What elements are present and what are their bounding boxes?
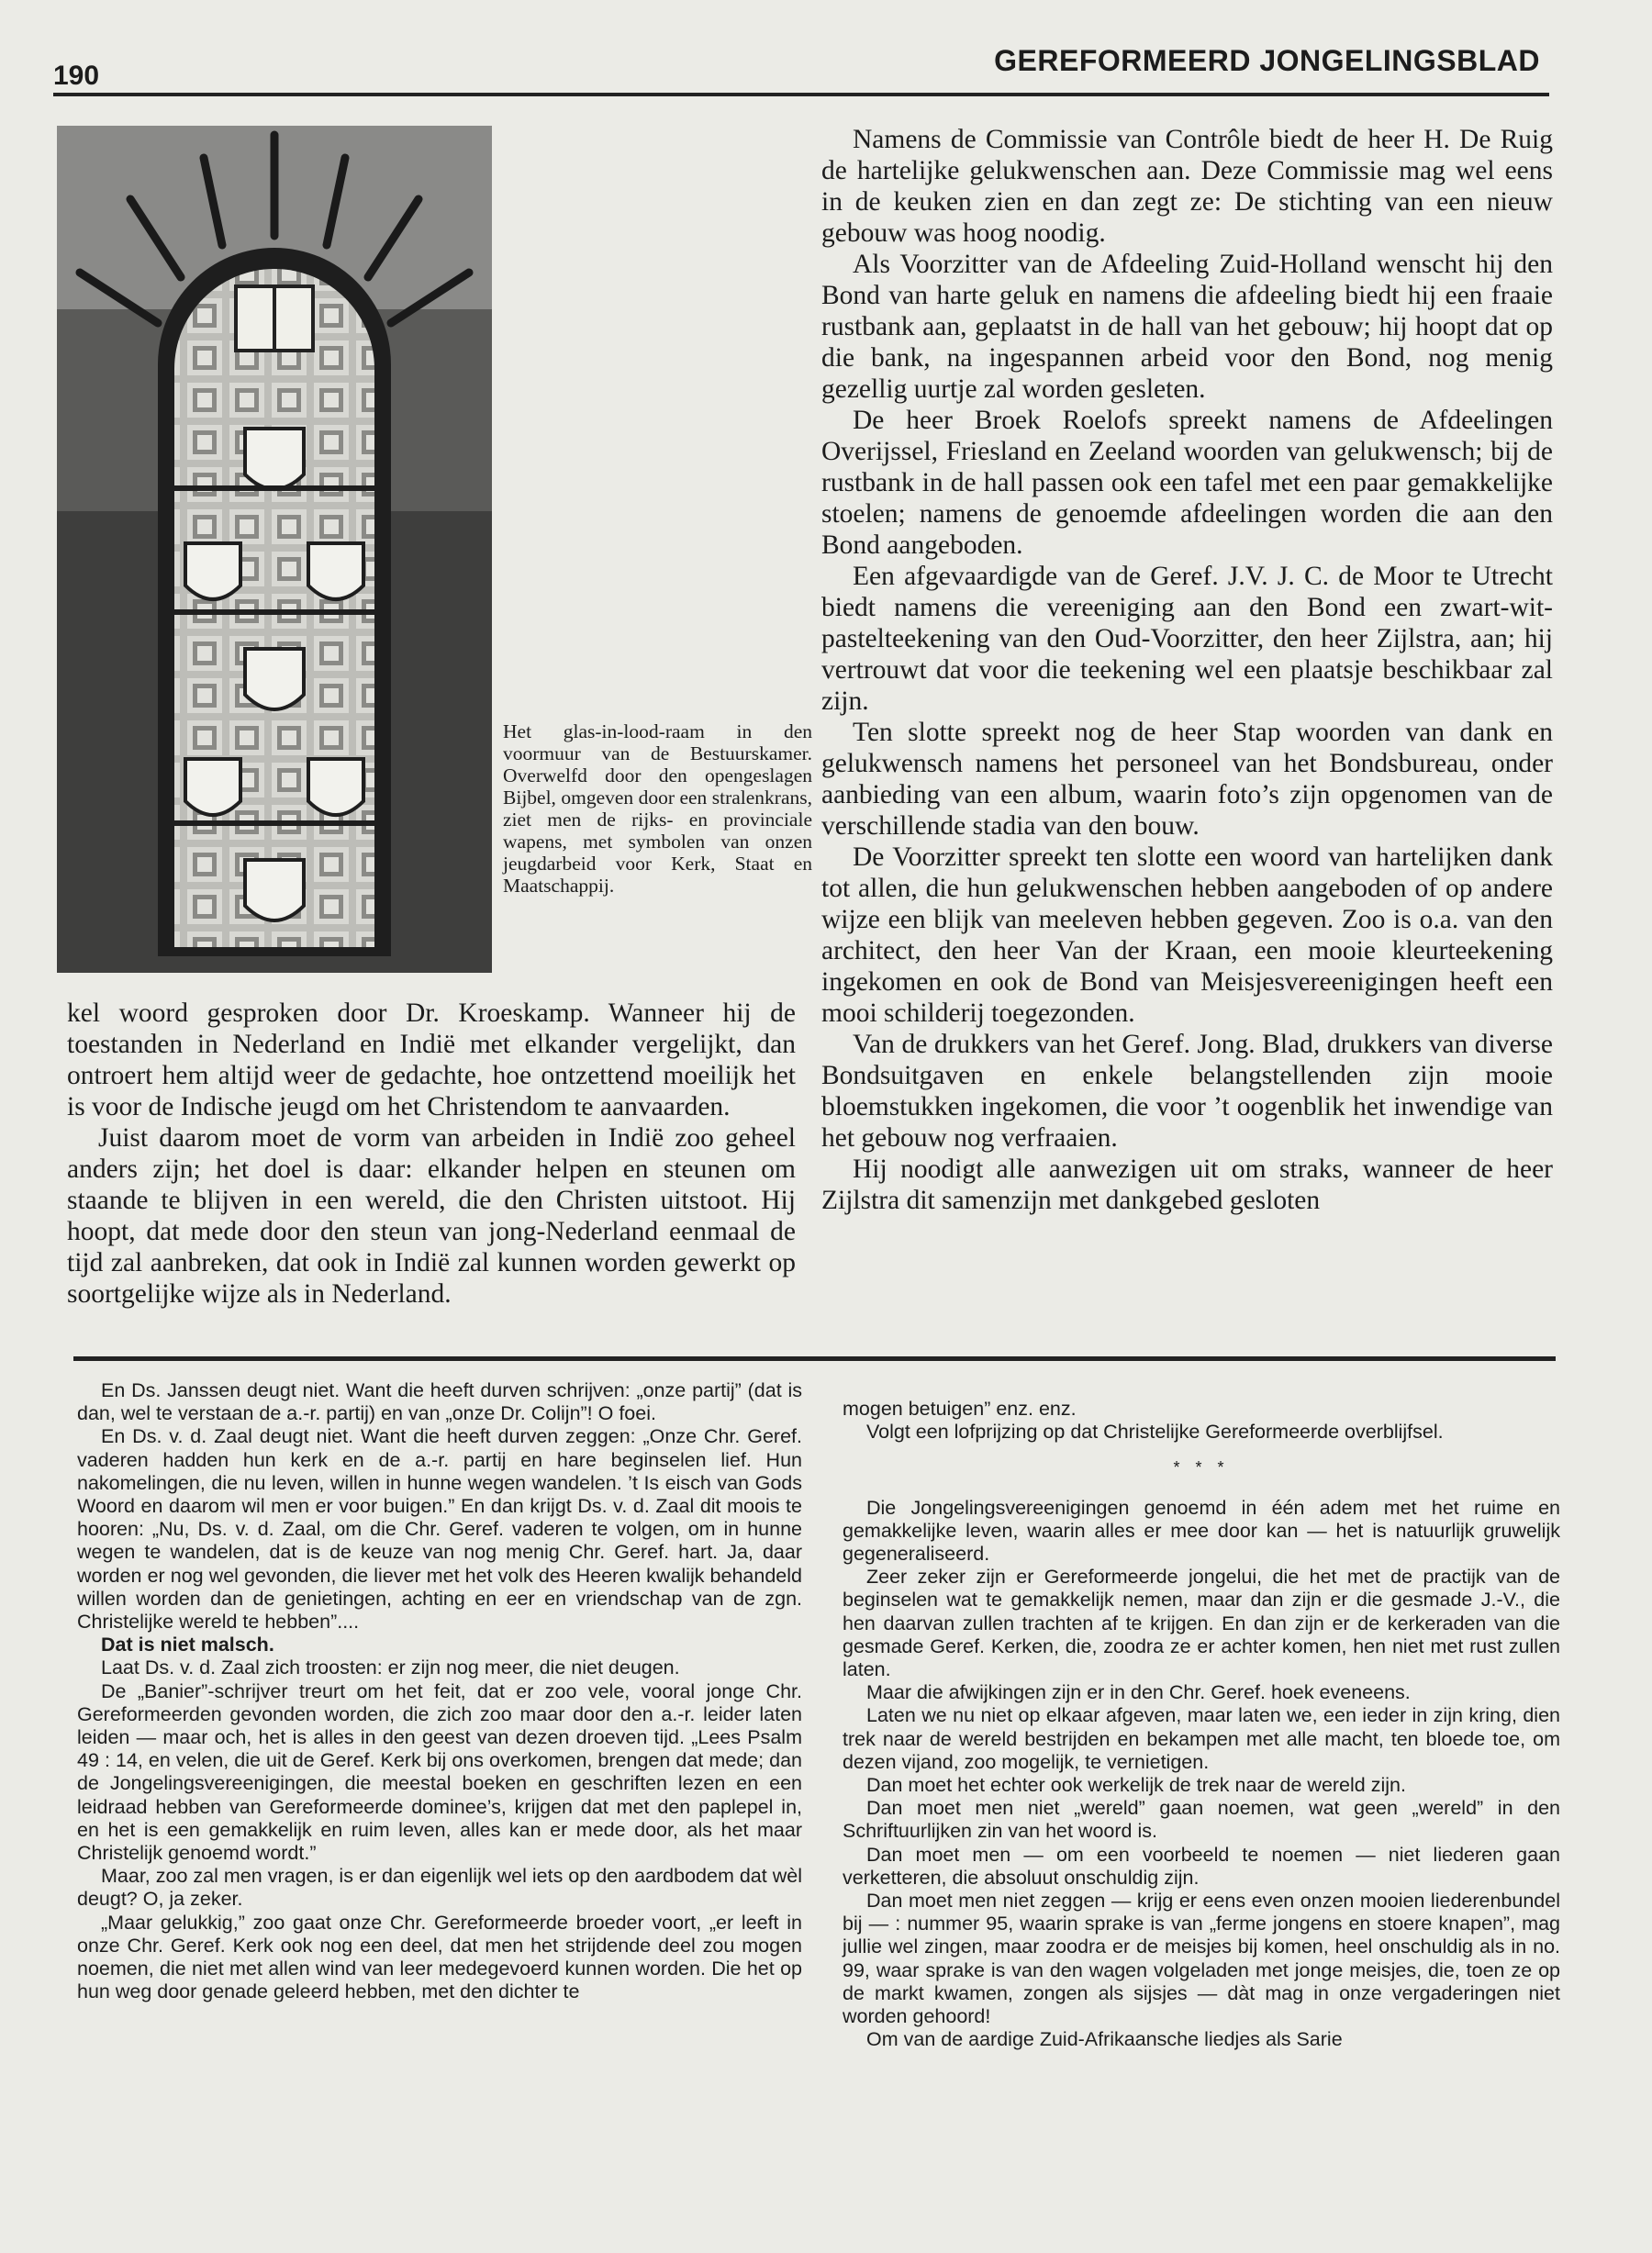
- paragraph: Dat is niet malsch.: [101, 1634, 274, 1656]
- paragraph: kel woord gesproken door Dr. Kroeskamp. Wanneer hij de toestanden in Nederland en Indië met elkander vergelijkt, dan ontroert hem altijd weer de gedachte, hoe ontzettend moeilijk het is voor de Indische jeugd om het Christendom te aanvaarden.: [67, 998, 796, 1121]
- section-divider: [73, 1356, 1556, 1361]
- paragraph: Laat Ds. v. d. Zaal zich troosten: er zijn nog meer, die niet deugen.: [101, 1656, 680, 1679]
- header-rule: [53, 93, 1549, 96]
- paragraph: Dan moet men niet „wereld” gaan noemen, wat geen „wereld” in den Schriftuurlijken zin van het woord is.: [843, 1797, 1560, 1843]
- paragraph: mogen betuigen” enz. enz.: [843, 1398, 1077, 1420]
- page-number: 190: [53, 61, 100, 91]
- paragraph: Juist daarom moet de vorm van arbeiden in Indië zoo geheel anders zijn; het doel is daar: elkander helpen en steunen om staande te blijven in een wereld, die den Christen uitstoot. Hij hoopt, dat mede door den steun van jong-Nederland eenmaal de tijd zal aanbreken, dat ook in Indië zal kunnen worden gewerkt op soortgelijke wijze als in Nederland.: [67, 1123, 796, 1309]
- upper-right-column: [821, 124, 1553, 1216]
- paragraph: En Ds. v. d. Zaal deugt niet. Want die heeft durven zeggen: „Onze Chr. Geref. vaderen hadden hun kerk en de a.-r. partij en hare beginselen lief. Hun nakomelingen, die nu leven, willen in hunne wegen wandelen. ’t Is eisch van Gods Woord en daarom wil men er voor buigen.” En dan krijgt Ds. v. d. Zaal dit moois te hooren: „Nu, Ds. v. d. Zaal, om die Chr. Geref. vaderen te volgen, om in hunne wegen te wandelen, dat is de keuze van nog menig Chr. Geref. hart. Ja, daar worden er nog wel gevonden, die liever met het volk des Heeren kwalijk behandeld willen worden dan de genietingen, achting en eer en vriendschap van de zgn. Christelijke wereld te hebben”....: [77, 1425, 802, 1634]
- section-separator: * * *: [1173, 1458, 1230, 1478]
- paragraph: Namens de Commissie van Contrôle biedt de heer H. De Ruig de hartelijke gelukwenschen aan. Deze Commissie mag wel eens in de keuken zien en dan zegt ze: De stichting van een nieuw gebouw was hoog noodig.: [821, 125, 1553, 248]
- paragraph: Om van de aardige Zuid-Afrikaansche liedjes als Sarie: [866, 2028, 1343, 2051]
- paragraph: Ten slotte spreekt nog de heer Stap woorden van dank en gelukwensch namens het personeel van het Bondsbureau, onder aanbieding van een album, waarin foto’s zijn opgenomen van de verschillende stadia van den bouw.: [821, 718, 1553, 841]
- paragraph: Zeer zeker zijn er Gereformeerde jongelui, die het met de practijk van de beginselen wat te gemakkelijk nemen, maar dan zijn er die gesmade J.-V., die hen daarvan zullen trachten af te krijgen. En dan zijn er de kerkeraden van die gesmade Geref. Kerken, die, zoodra ze er achter komen, hen niet met rust zullen laten.: [843, 1566, 1560, 1681]
- paragraph: Die Jongelingsvereenigingen genoemd in één adem met het ruime en gemakkelijke leven, waarin alles er mee door kan — het is natuurlijk gruwelijk gegeneraliseerd.: [843, 1496, 1560, 1566]
- lower-left-column: [77, 1379, 802, 2003]
- paragraph: Een afgevaardigde van de Geref. J.V. J. C. de Moor te Utrecht biedt namens die vereeniging aan den Bond een zwart-wit-pastelteekening van den Oud-Voorzitter, den heer Zijlstra, aan; hij vertrouwt dat voor die teekening wel een plaatsje beschikbaar zal zijn.: [821, 562, 1553, 716]
- paragraph: Hij noodigt alle aanwezigen uit om straks, wanneer de heer Zijlstra dit samenzijn met dankgebed gesloten: [821, 1154, 1553, 1215]
- paragraph: En Ds. Janssen deugt niet. Want die heeft durven schrijven: „onze partij” (dat is dan, wel te verstaan de a.-r. partij) en van „onze Dr. Colijn”! O foei.: [77, 1379, 802, 1425]
- paragraph: Dan moet men — om een voorbeeld te noemen — niet liederen gaan verketteren, die absoluut onschuldig zijn.: [843, 1843, 1560, 1889]
- paragraph: „Maar gelukkig,” zoo gaat onze Chr. Gereformeerde broeder voort, „er leeft in onze Chr. Geref. Kerk ook nog een deel, dat men het strijdende deel zou mogen noemen, die niet met allen wind van leer medegevoerd kunnen worden. Die het op hun weg door genade geleerd hebben, met den dichter te: [77, 1911, 802, 2003]
- stained-glass-window-photo: [57, 126, 492, 973]
- paragraph: De „Banier”-schrijver treurt om het feit, dat er zoo vele, vooral jonge Chr. Gereformeerden gevonden worden, die zich zoo maar door den a.-r. leider laten leiden — maar och, het is alles in den geest van dezen droeven tijd. „Lees Psalm 49 : 14, en velen, die uit de Geref. Kerk bij ons overkomen, brengen dat mede; dan de Jongelingsvereenigingen, die meestal boeken en geschriften lezen en een leidraad hebben van Gereformeerde dominee’s, krijgen dat met den paplepel in, en het is een gemakkelijk en ruim leven, alles kan er mede door, als het maar Christelijk genoemd wordt.”: [77, 1679, 802, 1865]
- paragraph: De Voorzitter spreekt ten slotte een woord van hartelijken dank tot allen, die hun gelukwenschen hebben aangeboden of op andere wijze een blijk van meeleven hebben gegeven. Zoo is o.a. van den architect, den heer Van der Kraan, een mooie kleurteekening ingekomen en ook de Bond van Meisjesvereenigingen heeft een mooi schilderij toegezonden.: [821, 842, 1553, 1028]
- paragraph: Laten we nu niet op elkaar afgeven, maar laten we, een ieder in zijn kring, dien trek naar de wereld bestrijden en bekampen met alle macht, ten bloede toe, om dezen vijand, zoo mogelijk, te vernietigen.: [843, 1704, 1560, 1773]
- paragraph: Als Voorzitter van de Afdeeling Zuid-Holland wenscht hij den Bond van harte geluk en namens die afdeeling biedt hij een fraaie rustbank aan, geplaatst in de hall van het gebouw; hij hoopt dat op die bank, na ingespannen arbeid voor den Bond, nog menig gezellig uurtje zal worden gesleten.: [821, 250, 1553, 404]
- paragraph: De heer Broek Roelofs spreekt namens de Afdeelingen Overijssel, Friesland en Zeeland woorden van gelukwensch; bij de rustbank in de hall passen ook een tafel met een paar gemakkelijke stoelen; namens de genoemde afdeelingen worden die aan den Bond aangeboden.: [821, 406, 1553, 560]
- paragraph: Van de drukkers van het Geref. Jong. Blad, drukkers van diverse Bondsuitgaven en enkele belangstellenden zijn mooie bloemstukken ingekomen, die voor ’t oogenblik het inwendige van het gebouw nog verfraaien.: [821, 1030, 1553, 1153]
- running-head: GEREFORMEERD JONGELINGSBLAD: [994, 44, 1540, 77]
- paragraph: Dan moet men niet zeggen — krijg er eens even onzen mooien liederenbundel bij — : nummer 95, waarin sprake is van „ferme jongens en stoere knapen”, mag jullie wel zingen, maar zoodra er de meisjes bij komen, heel onschuldig als in no. 99, waar sprake is van den wagen volgeladen met jonge meisjes, die, toen ze op de markt kwamen, zongen als sijsjes — dàt mag in onze vergaderingen niet worden gehoord!: [843, 1890, 1560, 2028]
- paragraph: Volgt een lofprijzing op dat Christelijke Gereformeerde overblijfsel.: [866, 1421, 1444, 1444]
- paragraph: Maar die afwijkingen zijn er in den Chr. Geref. hoek eveneens.: [866, 1681, 1411, 1704]
- lower-right-column: [843, 1398, 1560, 2051]
- paragraph: Maar, zoo zal men vragen, is er dan eigenlijk wel iets op den aardbodem dat wèl deugt? O, ja zeker.: [77, 1865, 802, 1911]
- figure-caption: Het glas-in-lood-raam in den voormuur van de Bestuurskamer. Overwelfd door den opengeslagen Bijbel, omgeven door een stralenkrans, ziet men de rijks- en provinciale wapens, met symbolen van onzen jeugdarbeid voor Kerk, Staat en Maatschappij.: [503, 720, 812, 897]
- paragraph: Dan moet het echter ook werkelijk de trek naar de wereld zijn.: [866, 1774, 1406, 1797]
- upper-left-column: [67, 998, 796, 1310]
